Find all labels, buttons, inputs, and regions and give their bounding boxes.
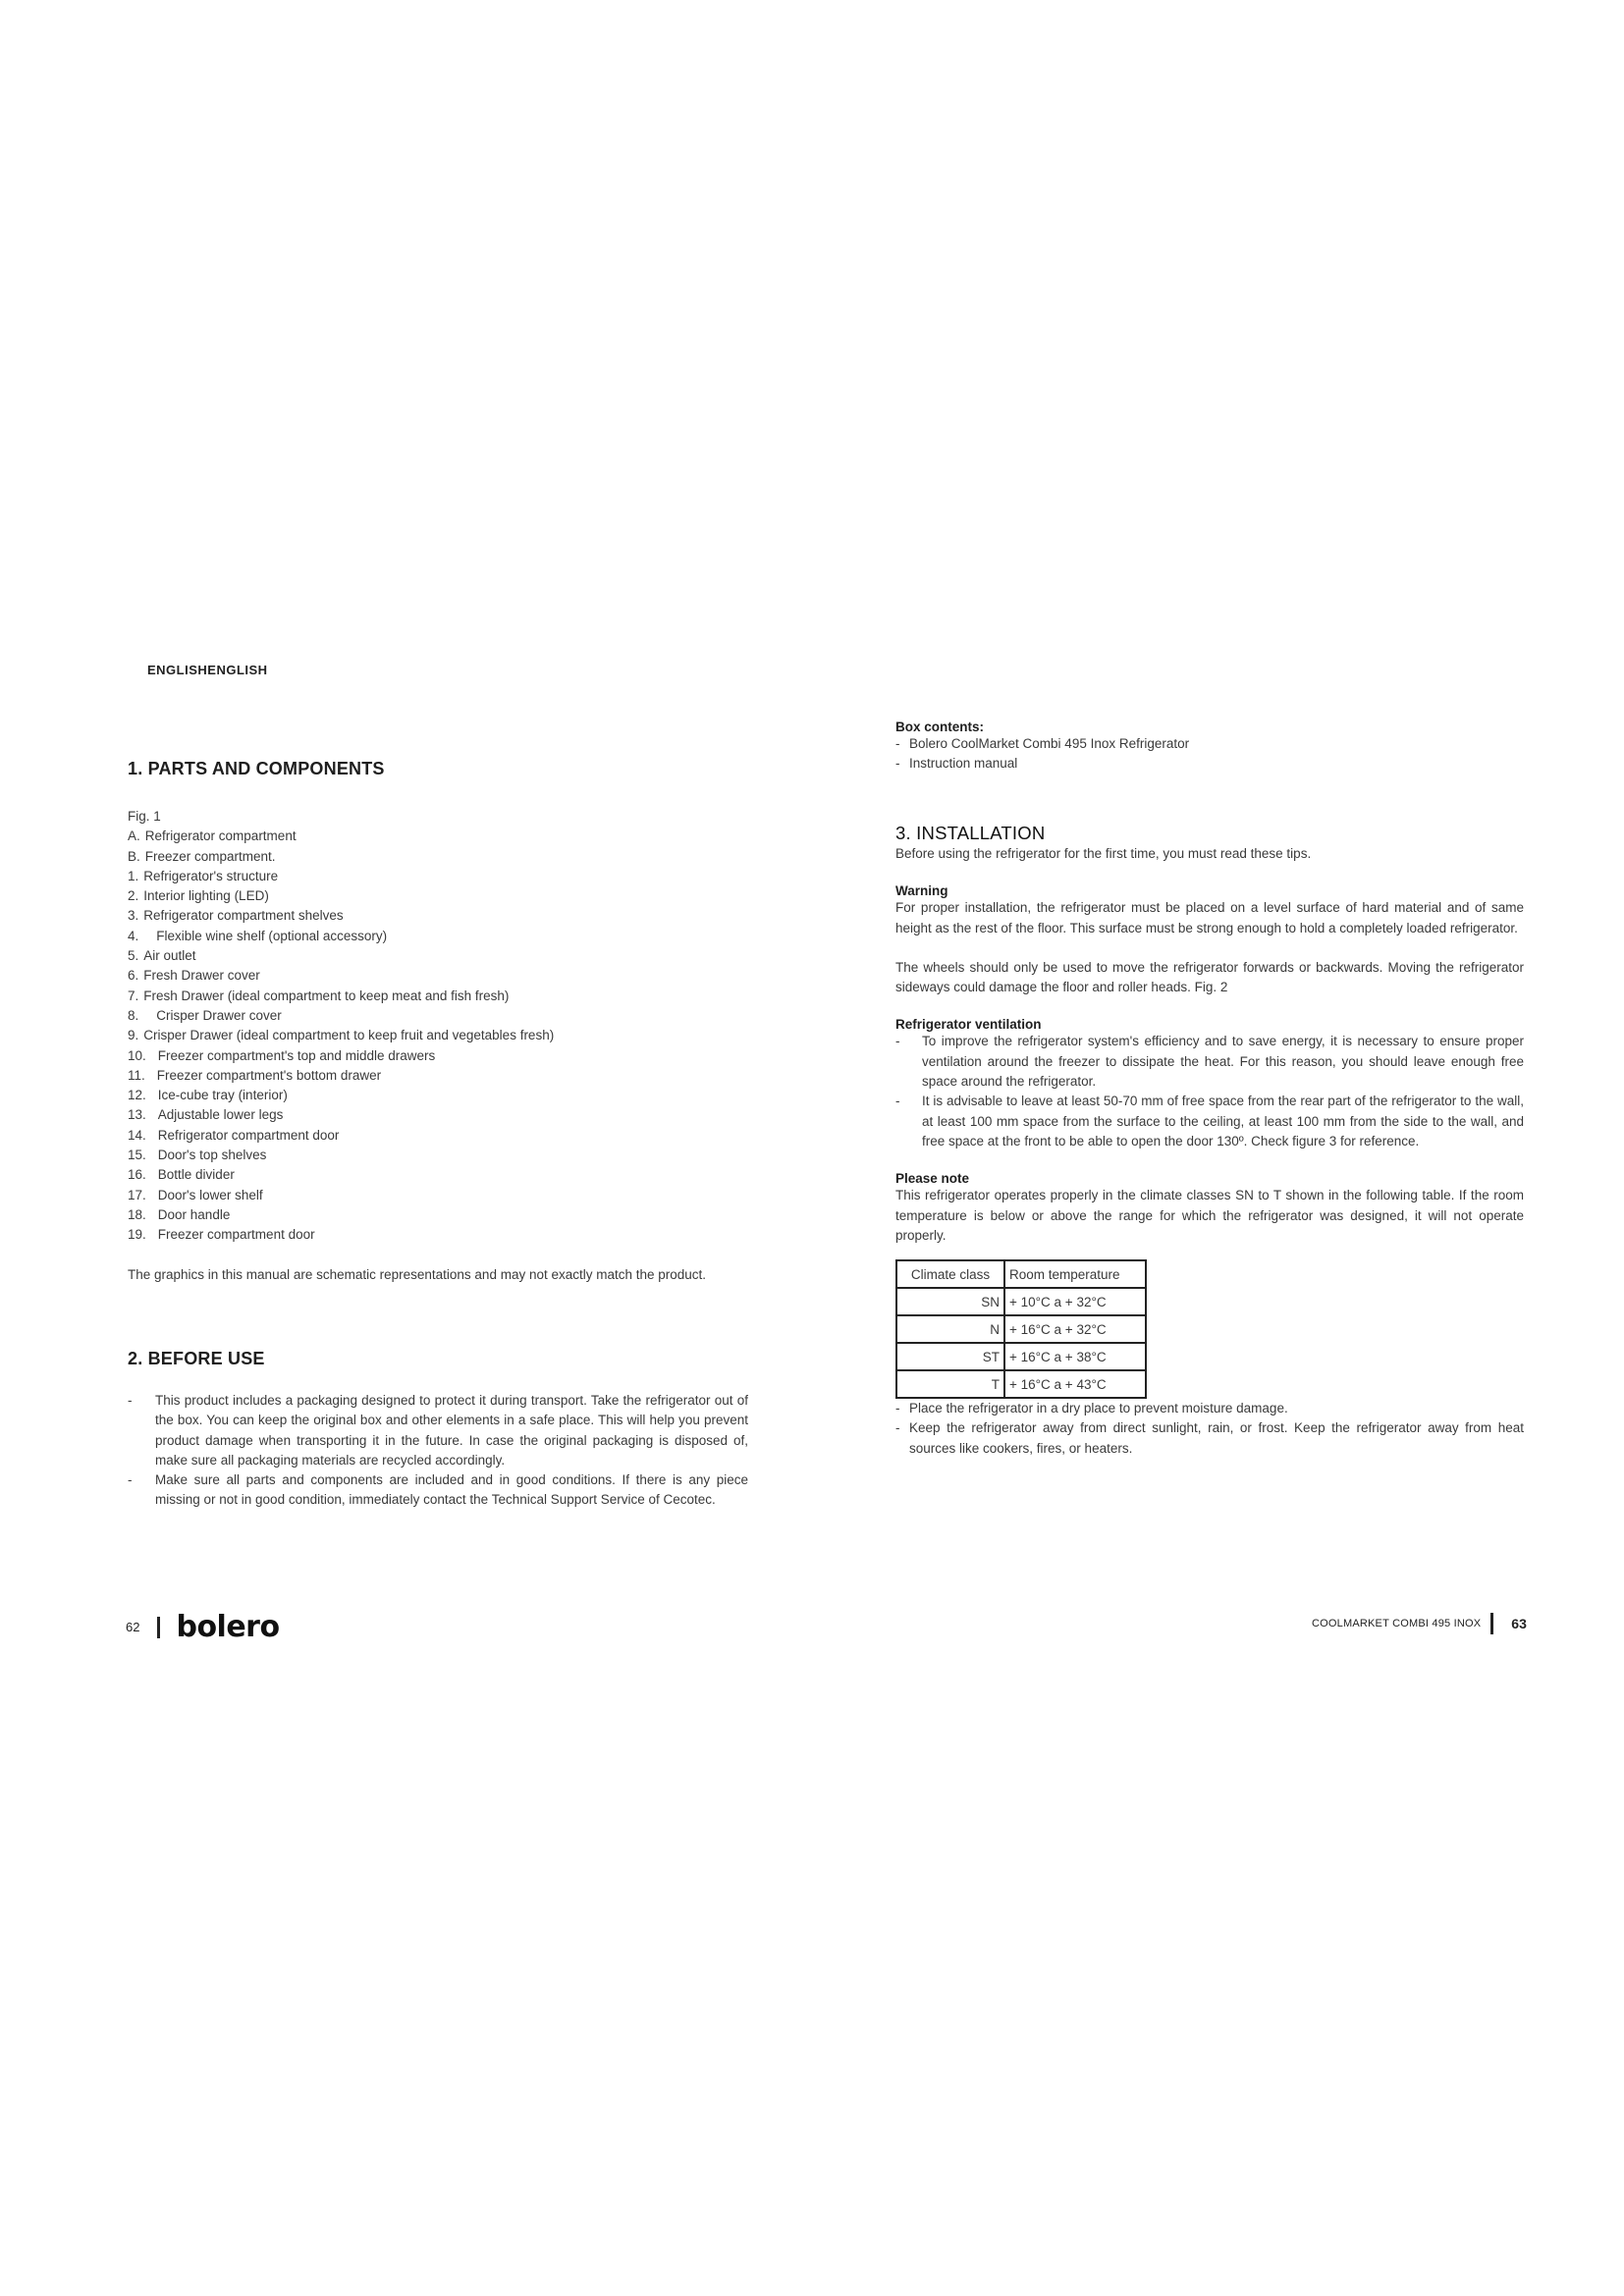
fig-label: Fig. 1 (128, 809, 161, 824)
box-contents-item-1: - Bolero CoolMarket Combi 495 Inox Refrigerator (895, 736, 1190, 751)
list-item-number: 6. (128, 968, 139, 984)
list-item-text: Door handle (157, 1206, 231, 1222)
table-cell: + 16°C a + 32°C (1004, 1315, 1146, 1343)
list-item-number: 11. (128, 1067, 145, 1083)
box-contents-title: Box contents: (895, 720, 985, 734)
box-contents-item-2: - Instruction manual (895, 756, 1018, 772)
list-item-number: 3. (128, 908, 139, 924)
climate-table (895, 1259, 1147, 1399)
climate-table-header (896, 1260, 1146, 1288)
before-use-bullet-2: - Make sure all parts and components are included and in good conditions. If there is any piece missing or not in good condition, immediately contact the Technical Support Service of Cecotec. (128, 1472, 748, 1508)
list-item-text: Crisper Drawer (ideal compartment to keep fruit and vegetables fresh) (143, 1028, 555, 1043)
please-note-text: This refrigerator operates properly in the climate classes SN to T shown in the following table. If the room temperature is below or above the range for which the refrigerator was designed, it will not operate properly. (895, 1188, 1524, 1243)
language-header: ENGLISHENGLISH (147, 663, 268, 677)
list-item-text: Adjustable lower legs (157, 1107, 284, 1123)
ventilation-title: Refrigerator ventilation (895, 1017, 1042, 1033)
list-item-text: Ice-cube tray (interior) (157, 1088, 288, 1103)
list-item (128, 1046, 748, 1066)
list-item-text: Fresh Drawer (ideal compartment to keep meat and fish fresh) (143, 988, 510, 1003)
please-note-title: Please note (895, 1171, 970, 1187)
list-item (128, 1146, 748, 1165)
list-item-text: Freezer compartment. (144, 848, 276, 864)
list-item-number: 14. (128, 1127, 146, 1143)
list-item (128, 1086, 748, 1105)
footer-separator (157, 1617, 160, 1638)
list-item (128, 1066, 748, 1086)
list-item-text: Refrigerator's structure (143, 868, 279, 883)
table-cell: SN (896, 1288, 1004, 1315)
warning-title: Warning (895, 883, 948, 899)
list-item-number: 7. (128, 988, 139, 1003)
warning-text: For proper installation, the refrigerator must be placed on a level surface of hard material and of same height as the rest of the floor. This surface must be strong enough to hold a completely loaded refrigerator. (895, 900, 1524, 935)
wheels-text: The wheels should only be used to move the refrigerator forwards or backwards. Moving the refrigerator sideways could damage the floor and roller heads. Fig. 2 (895, 959, 1524, 995)
list-item-text: Bottle divider (157, 1167, 235, 1183)
list-item (128, 847, 748, 867)
table-cell: N (896, 1315, 1004, 1343)
installation-section (895, 823, 1524, 1459)
ventilation-bullet-1: - To improve the refrigerator system's efficiency and to save energy, it is necessary to ensure proper ventilation around the freezer to dissipate the heat. For this reason, you should leave enough free space around the refrigerator. (895, 1034, 1524, 1090)
list-item-number: 4. (128, 928, 139, 943)
list-item-number: 13. (128, 1107, 146, 1123)
parts-title: 1. PARTS AND COMPONENTS (128, 759, 385, 778)
ventilation-bullet-2: - It is advisable to leave at least 50-70 mm of free space from the rear part of the refrigerator to the wall, at least 100 mm space from the surface to the ceiling, at least 100 mm from the side to the wall, and free space at the front to be able to open the door 130º. Check figure 3 for reference. (895, 1094, 1524, 1148)
list-item-number: 17. (128, 1187, 146, 1202)
before-use-section (128, 1349, 748, 1511)
footer-separator (1490, 1613, 1493, 1634)
list-item-number: 9. (128, 1028, 139, 1043)
header-climate-class: Climate class (896, 1260, 1004, 1288)
table-row (896, 1370, 1146, 1398)
list-item-text: Freezer compartment's bottom drawer (156, 1067, 382, 1083)
table-cell: + 10°C a + 32°C (1004, 1288, 1146, 1315)
list-item-text: Refrigerator compartment shelves (143, 908, 344, 924)
before-use-bullet-1: - This product includes a packaging designed to protect it during transport. Take the refrigerator out of the box. You can keep the original box and other elements in a safe place. This will help you prevent product damage when transporting it in the future. In case the original packaging is disposed of, make sure all packaging materials are recycled accordingly. (128, 1393, 748, 1468)
list-item-number: 16. (128, 1167, 146, 1183)
table-row (896, 1343, 1146, 1370)
table-cell: T (896, 1370, 1004, 1398)
after-bullet-2: - Keep the refrigerator away from direct sunlight, rain, or frost. Keep the refrigerator away from heat sources like cookers, fires, or heaters. (895, 1420, 1524, 1456)
list-item-number: 5. (128, 948, 139, 964)
list-item-number: 1. (128, 868, 139, 883)
list-item-text: Door's top shelves (157, 1148, 267, 1163)
list-item (128, 867, 748, 886)
list-item (128, 946, 748, 966)
list-item (128, 927, 748, 946)
table-cell: + 16°C a + 38°C (1004, 1343, 1146, 1370)
list-item (128, 1126, 748, 1146)
list-item (128, 827, 748, 846)
right-page-number: 63 (1511, 1616, 1527, 1631)
list-item-number: 10. (128, 1047, 146, 1063)
list-item-text: Air outlet (143, 948, 196, 964)
installation-intro: Before using the refrigerator for the first time, you must read these tips. (895, 846, 1312, 861)
list-item-number: 19. (128, 1227, 146, 1243)
list-item (128, 966, 748, 986)
list-item-text: Freezer compartment door (157, 1227, 315, 1243)
list-item (128, 1165, 748, 1185)
list-item-number: 18. (128, 1206, 146, 1222)
parts-section (128, 759, 748, 1285)
list-item-text: Fresh Drawer cover (143, 968, 260, 984)
list-item-text: Refrigerator compartment (144, 828, 297, 844)
table-cell: ST (896, 1343, 1004, 1370)
list-item-number: 8. (128, 1007, 139, 1023)
model-name: COOLMARKET COMBI 495 INOX (1312, 1618, 1482, 1629)
list-item-text: Door's lower shelf (157, 1187, 263, 1202)
parts-note: The graphics in this manual are schematic representations and may not exactly match the product. (128, 1266, 707, 1282)
box-contents-section (895, 720, 1524, 774)
list-item (128, 1105, 748, 1125)
list-item-text: Freezer compartment's top and middle drawers (157, 1047, 436, 1063)
before-use-title: 2. BEFORE USE (128, 1349, 265, 1368)
list-item-number: 2. (128, 888, 139, 904)
list-item (128, 1225, 748, 1245)
list-item (128, 886, 748, 906)
footer-right (1312, 1613, 1527, 1634)
bolero-logo: bolero (176, 1610, 280, 1644)
list-item (128, 906, 748, 926)
left-page-number: 62 (126, 1620, 140, 1634)
list-item (128, 1026, 748, 1045)
table-cell: + 16°C a + 43°C (1004, 1370, 1146, 1398)
list-item-number: B. (128, 848, 140, 864)
list-item (128, 1006, 748, 1026)
list-item-number: A. (128, 828, 140, 844)
list-item-text: Interior lighting (LED) (143, 888, 269, 904)
table-row (896, 1315, 1146, 1343)
after-bullet-1: - Place the refrigerator in a dry place to prevent moisture damage. (895, 1401, 1288, 1416)
header-room-temperature: Room temperature (1004, 1260, 1146, 1288)
list-item-text: Flexible wine shelf (optional accessory) (156, 928, 388, 943)
list-item-text: Refrigerator compartment door (157, 1127, 340, 1143)
list-item (128, 987, 748, 1006)
footer-left (126, 1610, 280, 1644)
list-item (128, 1186, 748, 1205)
list-item-number: 12. (128, 1088, 146, 1103)
list-item-text: Crisper Drawer cover (156, 1007, 282, 1023)
parts-list (128, 827, 748, 1245)
list-item (128, 1205, 748, 1225)
table-row (896, 1288, 1146, 1315)
installation-title: 3. INSTALLATION (895, 823, 1046, 843)
list-item-number: 15. (128, 1148, 146, 1163)
